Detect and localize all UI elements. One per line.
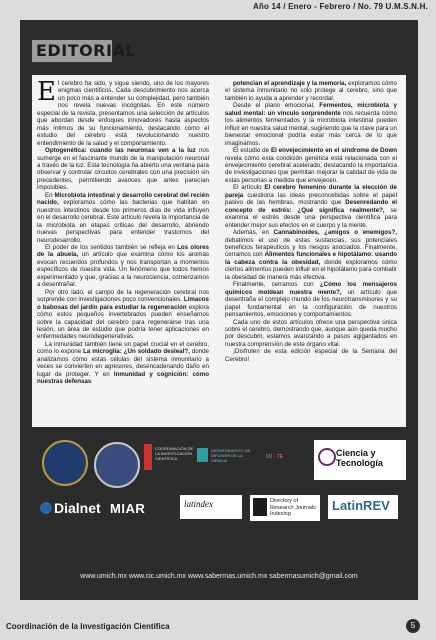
latinrev-label: LatinREV [332,498,390,513]
article-title-text: Inmunidad y cognición: cómo nuestras defensas [37,370,209,386]
article-title-text: El cerebro femenino durante la elección de pareja [225,184,397,199]
right-column-paragraph [225,147,397,184]
article-title-text: La microglía: ¿Un soldado desleal?, [83,348,190,356]
right-column-paragraph [225,80,397,102]
left-column-paragraph [37,147,209,192]
footer [0,612,436,640]
drop-cap: E [37,77,56,107]
dialnet-logo [40,500,101,516]
paragraph-text: un artículo que desentraña el complejo mundo de los neurotransmisores y su papel fundamental en la configuración de nuestros pensamientos, emociones y comportamientos. [225,288,397,319]
departamento-label: DEPARTAMENTO DE DIFUSIÓN DE LA CIENCIA [211,448,251,463]
paragraph-text: El estudio de [233,147,271,155]
paragraph-text: Además, en [233,229,274,237]
paragraph-text: Finalmente, cerramos con [233,281,320,289]
paragraph-text: se examina el estrés desde una perspectiva científica para entender mejor sus efectos en el cuerpo y la mente. [225,206,397,229]
right-column-paragraph [225,319,397,349]
page-title: EDITORIAL [36,41,137,60]
left-column-paragraph [37,192,209,244]
paragraph-text: nos sumerge en el fascinante mundo de la manipulación neuronal a través de la luz. Esta tecnología ha abierto una ventana para observar y controlar circuitos cerebrales con una precisión sin precedentes, permitiendo avances que antes parecían imposibles. [37,147,209,192]
right-column-paragraph [225,229,397,281]
drji-label: Directory of Research Journals Indexing [270,498,316,517]
paragraph-text: Cada uno de estos artículos ofrece una perspectiva única sobre el cerebro, demostrando que, aunque aún queda mucho por descubrir, estamos avanzando a pasos agigantados en nuestra comprensión de este órgano vital. [225,318,397,348]
paragraph-text: l cerebro ha sido, y sigue siendo, uno de los mayores enigmas científicos. Cada descubrimiento nos acerca un poco más a entender su complejidad, pero también nos revela nuevas incógnitas. En este número especial de la revista, presentamos una selección de artículos que abordan desde enfoques innovadores hasta aspectos más íntimos de su funcionamiento, destacando cómo el estudio del cerebro está revolucionando nuestro entendimiento de la salud y el comportamiento. [37,80,209,147]
article-title-text: ¿Cómo los mensajeros químicos moldean nuestra mente?, [225,281,397,296]
contact-urls: www.umich.mx www.cic.umich.mx www.sabermas.umich.mx sabermasumich@gmail.com [80,573,358,580]
issue-info: Año 14 / Enero - Febrero / No. 79 U.M.S.N.H. [252,2,428,11]
article-title-text: Cannabinoides, ¿amigos o enemigos?, [273,229,397,237]
dialnet-label: Dialnet [54,500,101,516]
miar-logo: MIAR [110,501,146,516]
dialnet-dot-icon [40,502,52,514]
umsnh-seal-logo [42,440,88,486]
article-title-text: Microbiota intestinal y desarrollo cerebral del recién nacido, [37,191,209,207]
paragraph-text: Por otro lado, el campo de la regeneración cerebral nos sorprende con investigaciones poco convencionales. [37,288,209,304]
iiu-label: IIU · TE [266,454,284,460]
iiu-logo [262,444,308,474]
left-column-paragraph [37,77,209,147]
logo-area [32,430,406,575]
right-column-paragraph [225,348,397,363]
paragraph-text: revela cómo esta condición genética está relacionada con el envejecimiento cerebral acelerado, destacando la importancia de investigaciones que permitan mejorar la calidad de vida de estas personas a medida que envejecen. [225,154,397,184]
left-column-paragraph [37,289,209,341]
coordinacion-logo [144,444,194,474]
article-title-text: Los olores de la abuela, [37,243,209,259]
paragraph-text: La inmunidad también tiene un papel crucial en el cerebro, como lo expone [37,340,209,356]
departamento-mark-icon [197,448,208,462]
paragraph-text: explora cómo estos pequeños invertebrados pueden enseñarnos sobre la capacidad del cerebro para regenerarse tras una lesión, un área de estudio que podría tener aplicaciones en enfermedades neurodegenerativas. [37,303,209,341]
article-title-text: Alimentos funcionales e hipotálamo: usando la cabeza contra la obesidad, [225,251,397,266]
paragraph-text: Desde el plano emocional, [233,102,320,110]
title-banner [32,40,137,62]
right-column [225,80,397,363]
coordinacion-label: COORDINACIÓN DE LA INVESTIGACIÓN CIENTÍFICA [155,446,194,461]
article-title-text: El envejecimiento en el síndrome de Down [270,147,397,155]
paragraph-text: debatimos el uso de estas sustancias, sus potenciales beneficios terapéuticos y los riesgos asociados. Finalmente, cerramos con [225,236,397,259]
paragraph-text: El artículo [233,184,265,192]
paragraph-text: nos recuerda cómo los alimentos fermentados y la microbiota intestinal pueden influir en nuestra salud mental, sugiriendo que la clave para un bienestar emocional podría estar más cerca de lo que imaginamos. [225,109,397,147]
left-column [37,77,209,386]
article-title-text: Fermentos, microbiota y salud mental: un vínculo sorprendente [225,102,397,117]
paragraph-text: un artículo que examina cómo los aromas evocan recuerdos profundos y nos transportan a momentos específicos de nuestra vida. Un fenómeno que todos hemos experimentado y que, gracias a la neurociencia, comenzamos a desentrañar. [37,251,209,289]
paragraph-text: En [45,191,55,199]
ciencia-tecnologia-logo [314,440,406,480]
article-title-text: Optogenética: cuando las neuronas ven a la luz [45,147,196,155]
paragraph-text: El poder de los sentidos también se refleja en [45,243,178,251]
paragraph-text: exploramos cómo las bacterias que habitan en nuestros intestinos desde los primeros días de vida influyen en el desarrollo cerebral. Este artículo revela la importancia de la microbiota en etapas críticas del desarrollo, abriendo nuevas perspectivas para entender trastornos del neurodesarrollo. [37,199,209,244]
right-column-paragraph [225,184,397,229]
latinrev-logo [328,495,398,519]
institution-seal-logo [94,442,140,488]
paragraph-text: cuestiona las ideas preconcebidas sobre el papel pasivo de las hembras, mostrando que [225,191,397,207]
paragraph-text: ¡Disfruten de esta edición especial de la Semana del Cerebro! [225,348,397,363]
departamento-logo [197,444,255,474]
index-logos-row [32,492,406,532]
paragraph-text: exploramos cómo el sistema inmunitario no solo protege al cerebro, sino que también lo ayuda a aprender y recordar. [225,80,397,102]
page-number: 5 [406,619,420,633]
right-column-paragraph [225,102,397,147]
latindex-label: latindex [184,499,213,509]
drji-logo [250,495,320,521]
top-bar [0,0,436,14]
article-title-text: Desenredando el concepto de estrés: ¿Qué significa realmente?, [225,199,397,214]
article-title-text: Limacos o babosas del jardín para estudiar la regeneración [37,296,209,311]
paragraph-text: donde exploramos cómo ciertos alimentos pueden influir en el hipotálamo para combatir la obesidad de manera más efectiva. [225,258,397,281]
coordinacion-mark-icon [144,444,152,470]
footer-label: Coordinación de la Investigación Científica [6,622,170,631]
cyt-circle-icon [318,448,336,466]
left-column-paragraph [37,244,209,289]
left-column-paragraph [37,341,209,386]
latindex-logo [180,495,242,519]
cyt-label: Ciencia y Tecnología [336,448,383,468]
right-column-paragraph [225,281,397,318]
drji-mark-icon [253,498,267,516]
article-title-text: potencian el aprendizaje y la memoria, [233,80,347,87]
paragraph-text: donde analizamos cómo estas células del sistema inmunitario a veces se convierten en agresores, desencadenando daño en lugar de proteger. Y en [37,348,209,378]
